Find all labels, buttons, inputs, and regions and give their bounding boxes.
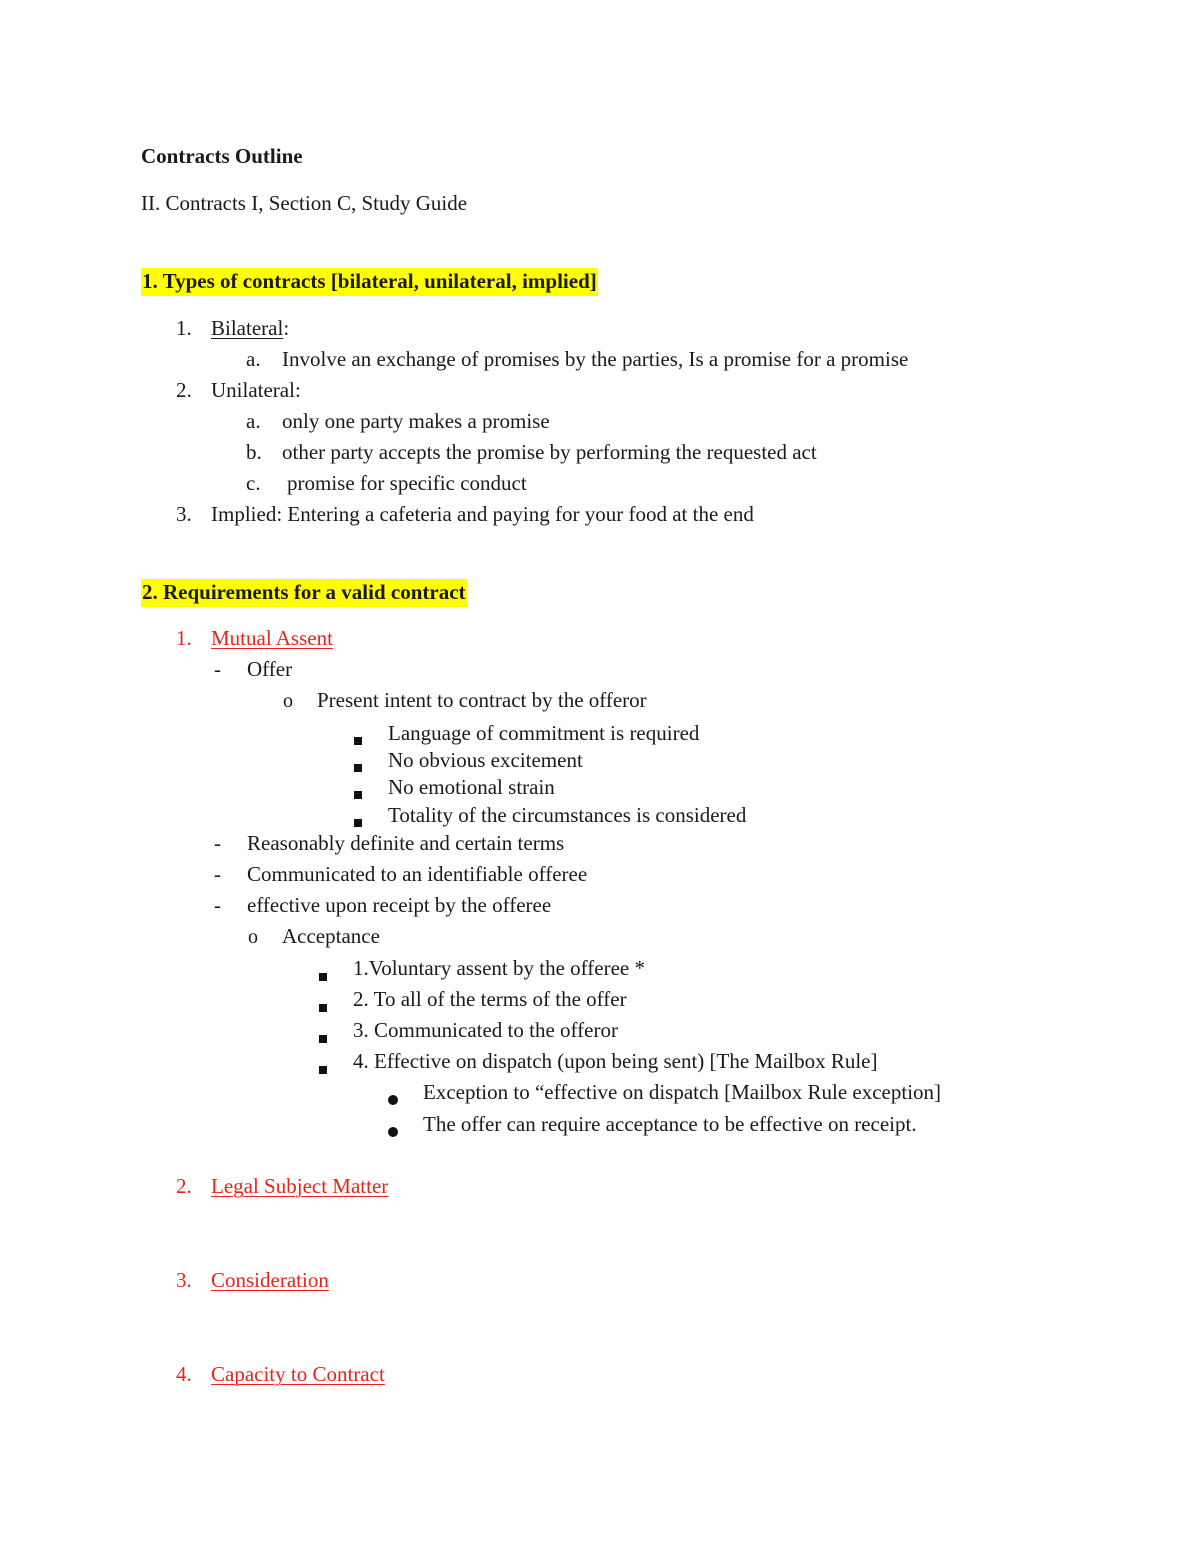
item-offer: Offer xyxy=(247,657,293,681)
round-bullet-icon xyxy=(388,1088,398,1109)
list-number: 3. xyxy=(176,502,192,526)
list-letter: b. xyxy=(246,440,262,464)
item-present-intent: Present intent to contract by the offeror xyxy=(317,688,647,712)
intent-bullet-strain: No emotional strain xyxy=(388,775,555,799)
list-letter: a. xyxy=(246,347,261,371)
list-item-unilateral-a: only one party makes a promise xyxy=(282,409,550,433)
acceptance-bullet-communicated: 3. Communicated to the offeror xyxy=(353,1018,618,1042)
requirement-consideration: Consideration xyxy=(211,1268,329,1292)
list-letter: a. xyxy=(246,409,261,433)
document-title: Contracts Outline xyxy=(141,144,303,168)
item-effective-upon-receipt: effective upon receipt by the offeree xyxy=(247,893,552,917)
intent-bullet-excitement: No obvious excitement xyxy=(388,748,583,772)
section-heading-requirements-text: 2. Requirements for a valid contract xyxy=(141,579,467,607)
intent-bullet-language: Language of commitment is required xyxy=(388,721,700,745)
square-bullet-icon xyxy=(319,964,327,985)
dash-marker: - xyxy=(214,657,221,681)
list-number: 1. xyxy=(176,316,192,340)
section-heading-types-text: 1. Types of contracts [bilateral, unilateral, implied] xyxy=(141,268,598,296)
list-item-unilateral-c: promise for specific conduct xyxy=(287,471,527,495)
circle-marker: o xyxy=(283,690,293,712)
square-bullet-icon xyxy=(319,1057,327,1078)
item-acceptance: Acceptance xyxy=(282,924,380,948)
dash-marker: - xyxy=(214,862,221,886)
item-definite-terms: Reasonably definite and certain terms xyxy=(247,831,565,855)
bilateral-label: Bilateral xyxy=(211,316,284,340)
item-identifiable-offeree: Communicated to an identifiable offeree xyxy=(247,862,588,886)
bilateral-colon: : xyxy=(283,316,290,340)
acceptance-bullet-all-terms: 2. To all of the terms of the offer xyxy=(353,987,627,1011)
list-item-implied: Implied: Entering a cafeteria and paying for your food at the end xyxy=(211,502,754,526)
round-bullet-icon xyxy=(388,1120,398,1141)
square-bullet-icon xyxy=(354,782,362,803)
square-bullet-icon xyxy=(319,1026,327,1047)
document-subtitle: II. Contracts I, Section C, Study Guide xyxy=(141,191,468,215)
requirement-number: 4. xyxy=(176,1362,192,1386)
requirement-number: 2. xyxy=(176,1174,192,1198)
list-item-unilateral-b: other party accepts the promise by performing the requested act xyxy=(282,440,817,464)
dash-marker: - xyxy=(214,893,221,917)
requirement-capacity: Capacity to Contract xyxy=(211,1362,385,1386)
requirement-number: 1. xyxy=(176,626,192,650)
requirement-number: 3. xyxy=(176,1268,192,1292)
dash-marker: - xyxy=(214,831,221,855)
square-bullet-icon xyxy=(354,728,362,749)
acceptance-bullet-dispatch: 4. Effective on dispatch (upon being sent) [The Mailbox Rule] xyxy=(353,1049,878,1073)
list-item-bilateral-a: Involve an exchange of promises by the parties, Is a promise for a promise xyxy=(282,347,909,371)
square-bullet-icon xyxy=(319,995,327,1016)
list-number: 2. xyxy=(176,378,192,402)
dispatch-bullet-exception: Exception to “effective on dispatch [Mailbox Rule exception] xyxy=(423,1080,942,1104)
square-bullet-icon xyxy=(354,755,362,776)
list-letter: c. xyxy=(246,471,261,495)
requirement-mutual-assent: Mutual Assent xyxy=(211,626,333,650)
list-item-bilateral xyxy=(211,318,289,339)
acceptance-bullet-voluntary: 1.Voluntary assent by the offeree * xyxy=(353,956,645,980)
square-bullet-icon xyxy=(354,810,362,831)
dispatch-bullet-receipt: The offer can require acceptance to be effective on receipt. xyxy=(423,1112,917,1136)
section-heading-requirements xyxy=(141,582,467,603)
circle-marker: o xyxy=(248,926,258,948)
list-item-unilateral: Unilateral: xyxy=(211,378,301,402)
requirement-legal-subject-matter: Legal Subject Matter xyxy=(211,1174,389,1198)
intent-bullet-totality: Totality of the circumstances is considered xyxy=(388,803,747,827)
section-heading-types xyxy=(141,271,598,292)
